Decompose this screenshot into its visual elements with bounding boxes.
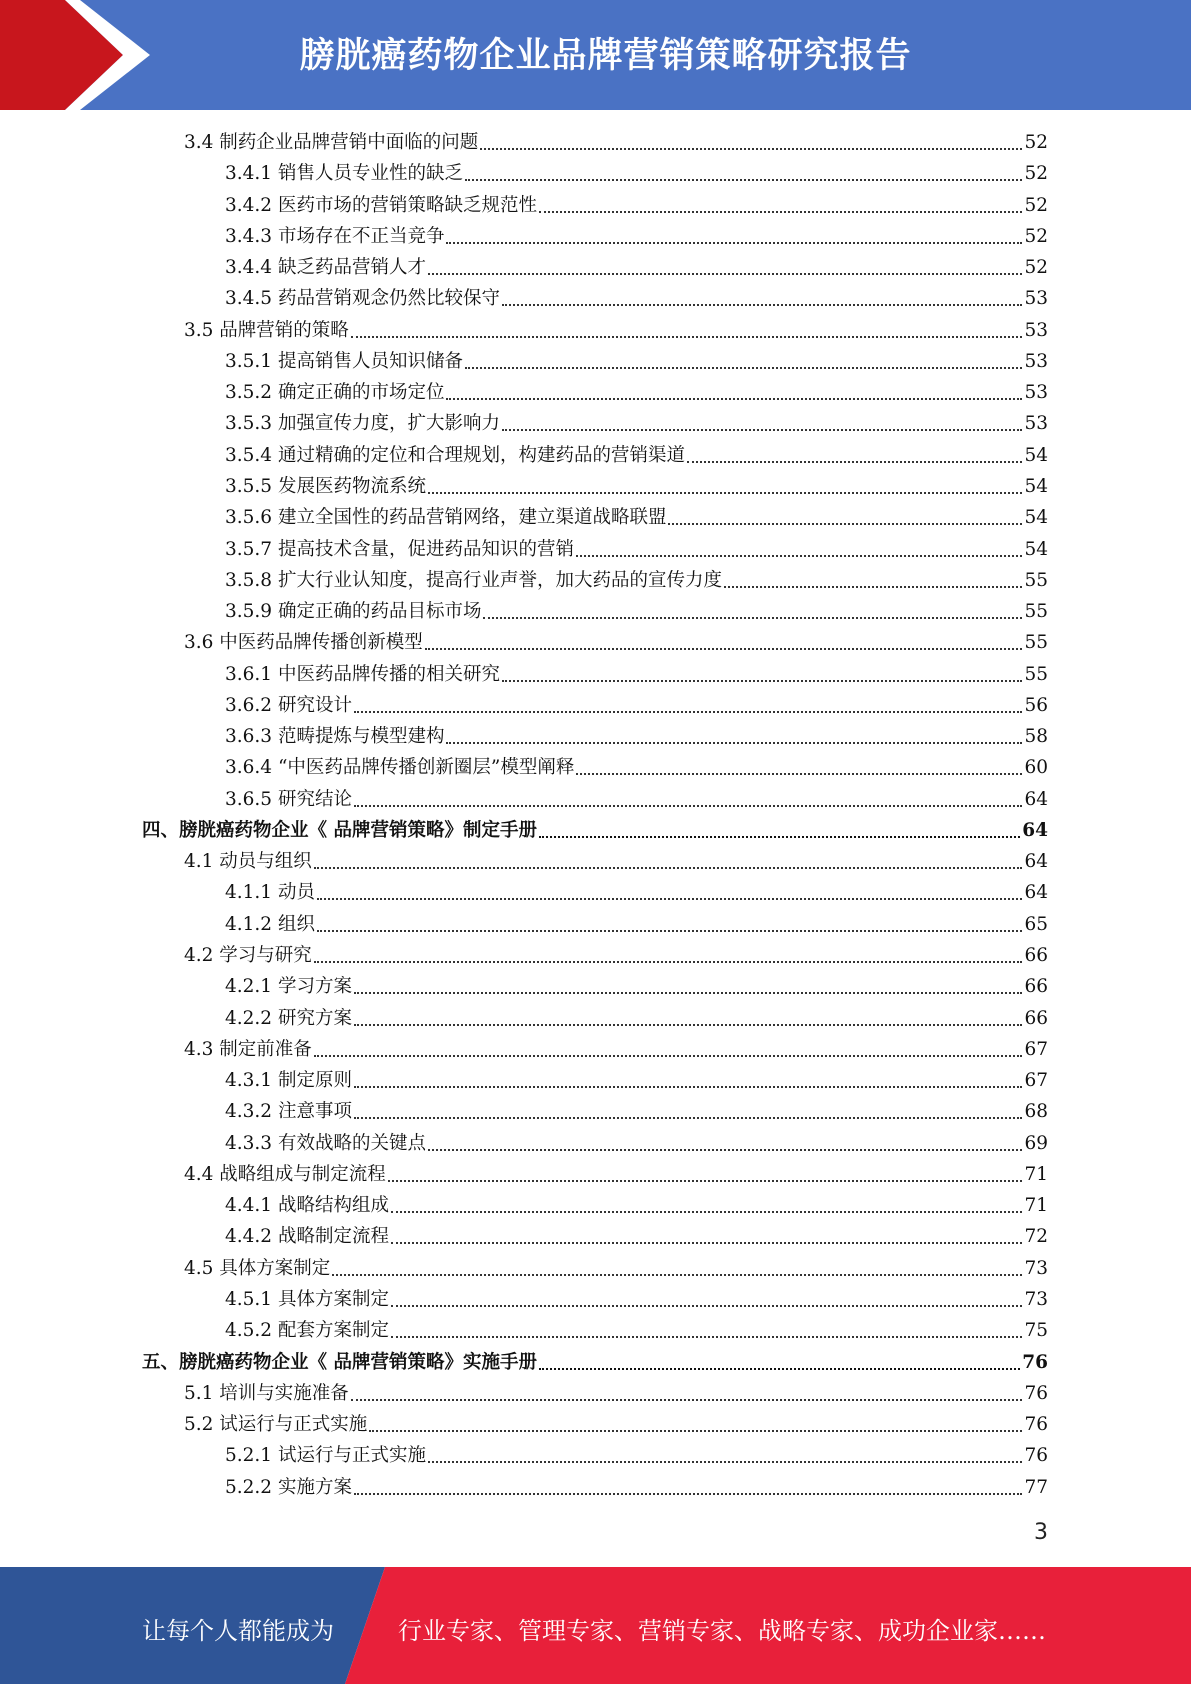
footer-slogan-left: 让每个人都能成为: [142, 1617, 334, 1645]
toc-entry-title: 4.4.2 战略制定流程: [225, 1226, 389, 1248]
toc-dot-leader: [369, 1409, 1022, 1440]
toc-entry-title: 4.4.1 战略结构组成: [225, 1195, 389, 1217]
toc-entry-page: 64: [1024, 851, 1048, 873]
toc-entry-page: 53: [1024, 350, 1048, 372]
toc-entry-title: 3.5.5 发展医药物流系统: [225, 475, 426, 497]
toc-entry-title: 3.6 中医药品牌传播创新模型: [184, 632, 423, 654]
toc-entry[interactable]: [184, 1253, 1048, 1284]
toc-dot-leader: [446, 377, 1022, 408]
toc-entry-page: 65: [1024, 913, 1048, 935]
toc-entry-page: 69: [1024, 1132, 1048, 1154]
toc-entry-page: 68: [1024, 1101, 1048, 1123]
toc-entry-title: 3.5.7 提高技术含量，促进药品知识的营销: [225, 538, 574, 560]
toc-entry[interactable]: [142, 1347, 1048, 1378]
toc-entry-title: 3.6.3 范畴提炼与模型建构: [225, 726, 445, 748]
toc-entry-page: 52: [1024, 163, 1048, 185]
toc-entry-title: 4.3.3 有效战略的关键点: [225, 1132, 426, 1154]
toc-dot-leader: [576, 752, 1022, 783]
toc-entry[interactable]: [225, 596, 1048, 627]
toc-entry-title: 3.5.4 通过精确的定位和合理规划，构建药品的营销渠道: [225, 444, 685, 466]
toc-entry-title: 3.4.3 市场存在不正当竞争: [225, 225, 445, 247]
toc-dot-leader: [428, 1128, 1022, 1159]
toc-entry[interactable]: [225, 440, 1048, 471]
toc-entry-page: 55: [1024, 569, 1048, 591]
toc-entry-page: 60: [1024, 757, 1048, 779]
toc-entry-title: 3.5 品牌营销的策略: [184, 319, 349, 341]
toc-entry-page: 52: [1024, 132, 1048, 153]
toc-dot-leader: [502, 283, 1022, 314]
toc-entry[interactable]: [184, 1378, 1048, 1409]
toc-entry-title: 4.5.2 配套方案制定: [225, 1320, 389, 1342]
toc-entry-title: 5.2.2 实施方案: [225, 1476, 352, 1498]
toc-entry[interactable]: [184, 940, 1048, 971]
toc-dot-leader: [391, 1284, 1022, 1315]
toc-entry-title: 3.4.4 缺乏药品营销人才: [225, 257, 426, 279]
toc-dot-leader: [354, 1003, 1023, 1034]
toc-entry[interactable]: [184, 627, 1048, 658]
toc-dot-leader: [428, 471, 1022, 502]
toc-entry-page: 76: [1024, 1445, 1048, 1467]
toc-dot-leader: [428, 1440, 1022, 1471]
toc-entry-page: 54: [1024, 507, 1048, 529]
toc-entry-page: 64: [1024, 788, 1048, 810]
toc-entry[interactable]: [225, 1128, 1048, 1159]
toc-entry-page: 53: [1024, 382, 1048, 404]
toc-entry-title: 4.2.2 研究方案: [225, 1007, 352, 1029]
toc-dot-leader: [425, 627, 1023, 658]
toc-dot-leader: [351, 1378, 1023, 1409]
toc-entry-page: 67: [1024, 1070, 1048, 1092]
toc-dot-leader: [354, 1472, 1023, 1503]
header-banner: [0, 0, 1191, 110]
toc-dot-leader: [351, 315, 1023, 346]
toc-entry-title: 四、膀胱癌药物企业《 品牌营销策略》制定手册: [142, 819, 537, 841]
toc-entry[interactable]: [225, 1472, 1048, 1503]
toc-entry[interactable]: [225, 471, 1048, 502]
toc-entry-page: 66: [1024, 976, 1048, 998]
toc-dot-leader: [465, 158, 1022, 189]
toc-entry-page: 56: [1024, 694, 1048, 716]
toc-entry-title: 3.5.6 建立全国性的药品营销网络，建立渠道战略联盟: [225, 507, 667, 529]
toc-entry[interactable]: [225, 877, 1048, 908]
toc-dot-leader: [576, 534, 1022, 565]
toc-entry-page: 71: [1024, 1163, 1048, 1185]
toc-entry-page: 64: [1022, 819, 1048, 841]
toc-entry[interactable]: [225, 1065, 1048, 1096]
toc-entry[interactable]: [225, 1440, 1048, 1471]
toc-entry-title: 3.5.3 加强宣传力度，扩大影响力: [225, 413, 500, 435]
toc-dot-leader: [391, 1190, 1022, 1221]
toc-entry-title: 4.1 动员与组织: [184, 851, 312, 873]
footer-banner: [0, 1567, 1191, 1684]
toc-entry[interactable]: [225, 283, 1048, 314]
report-title: 膀胱癌药物企业品牌营销策略研究报告: [299, 36, 912, 76]
toc-dot-leader: [317, 909, 1023, 940]
toc-entry-title: 3.5.8 扩大行业认知度，提高行业声誉，加大药品的宣传力度: [225, 569, 722, 591]
toc-entry[interactable]: [225, 252, 1048, 283]
toc-entry-title: 3.4.1 销售人员专业性的缺乏: [225, 163, 463, 185]
toc-entry-page: 66: [1024, 1007, 1048, 1029]
toc-entry[interactable]: [225, 1190, 1048, 1221]
toc-entry[interactable]: [184, 846, 1048, 877]
toc-dot-leader: [446, 221, 1022, 252]
toc-dot-leader: [483, 596, 1022, 627]
toc-entry-page: 73: [1024, 1257, 1048, 1279]
toc-entry-page: 76: [1022, 1351, 1048, 1373]
toc-dot-leader: [428, 252, 1022, 283]
toc-dot-leader: [354, 971, 1023, 1002]
toc-entry[interactable]: [225, 752, 1048, 783]
toc-entry-title: 5.1 培训与实施准备: [184, 1382, 349, 1404]
toc-entry-page: 54: [1024, 538, 1048, 560]
toc-dot-leader: [539, 815, 1020, 846]
toc-entry-title: 4.2.1 学习方案: [225, 976, 352, 998]
toc-dot-leader: [668, 502, 1022, 533]
toc-entry[interactable]: [225, 408, 1048, 439]
toc-entry-title: 3.5.2 确定正确的市场定位: [225, 382, 445, 404]
toc-dot-leader: [354, 1096, 1023, 1127]
toc-entry[interactable]: [225, 565, 1048, 596]
toc-entry-page: 54: [1024, 475, 1048, 497]
toc-entry-page: 52: [1024, 194, 1048, 216]
toc-dot-leader: [539, 1347, 1020, 1378]
toc-entry-page: 55: [1024, 663, 1048, 685]
toc-dot-leader: [446, 721, 1022, 752]
toc-entry[interactable]: [225, 659, 1048, 690]
toc-dot-leader: [687, 440, 1022, 471]
toc-entry-page: 53: [1024, 319, 1048, 341]
toc-entry-page: 66: [1024, 945, 1048, 967]
toc-dot-leader: [391, 1315, 1022, 1346]
toc-entry-page: 72: [1024, 1226, 1048, 1248]
toc-entry[interactable]: [225, 346, 1048, 377]
toc-entry-title: 4.1.1 动员: [225, 882, 315, 904]
toc-entry[interactable]: [225, 190, 1048, 221]
toc-entry-title: 4.2 学习与研究: [184, 945, 312, 967]
toc-entry-page: 76: [1024, 1414, 1048, 1436]
toc-dot-leader: [724, 565, 1022, 596]
toc-entry[interactable]: [225, 534, 1048, 565]
page-number: 3: [1034, 1520, 1048, 1545]
toc-entry-title: 五、膀胱癌药物企业《 品牌营销策略》实施手册: [142, 1351, 537, 1373]
toc-entry-title: 4.5 具体方案制定: [184, 1257, 331, 1279]
toc-entry-title: 3.6.1 中医药品牌传播的相关研究: [225, 663, 500, 685]
toc-entry-title: 4.1.2 组织: [225, 913, 315, 935]
toc-dot-leader: [317, 877, 1023, 908]
toc-entry[interactable]: [225, 721, 1048, 752]
toc-entry-title: 3.6.2 研究设计: [225, 694, 352, 716]
toc-entry[interactable]: [225, 784, 1048, 815]
toc-entry-title: 4.3.1 制定原则: [225, 1070, 352, 1092]
footer-slogan-right: 行业专家、管理专家、营销专家、战略专家、成功企业家……: [398, 1617, 1046, 1645]
toc-entry[interactable]: [184, 1034, 1048, 1065]
toc-entry-title: 3.6.5 研究结论: [225, 788, 352, 810]
toc-entry-title: 5.2.1 试运行与正式实施: [225, 1445, 426, 1467]
toc-entry[interactable]: [225, 690, 1048, 721]
toc-entry-title: 4.3 制定前准备: [184, 1038, 312, 1060]
toc-dot-leader: [354, 1065, 1023, 1096]
toc-entry[interactable]: [184, 127, 1048, 158]
toc-dot-leader: [502, 659, 1022, 690]
toc-entry-title: 4.4 战略组成与制定流程: [184, 1163, 386, 1185]
toc-entry-page: 58: [1024, 726, 1048, 748]
toc-dot-leader: [480, 127, 1022, 158]
toc-entry-page: 53: [1024, 288, 1048, 310]
toc-entry[interactable]: [225, 221, 1048, 252]
toc-dot-leader: [539, 190, 1022, 221]
toc-entry-page: 67: [1024, 1038, 1048, 1060]
toc-entry-title: 3.4 制药企业品牌营销中面临的问题: [184, 132, 479, 153]
toc-entry-page: 55: [1024, 632, 1048, 654]
toc-entry[interactable]: [225, 1096, 1048, 1127]
toc-dot-leader: [314, 940, 1023, 971]
toc-dot-leader: [354, 784, 1023, 815]
toc-entry-page: 55: [1024, 601, 1048, 623]
toc-entry-title: 3.6.4 “中医药品牌传播创新圈层”模型阐释: [225, 757, 575, 779]
toc-entry-page: 52: [1024, 225, 1048, 247]
toc-entry-page: 73: [1024, 1288, 1048, 1310]
toc-entry-title: 3.4.2 医药市场的营销策略缺乏规范性: [225, 194, 537, 216]
toc-entry-page: 54: [1024, 444, 1048, 466]
toc-entry[interactable]: [225, 1221, 1048, 1252]
toc-entry[interactable]: [225, 158, 1048, 189]
toc-dot-leader: [465, 346, 1022, 377]
toc-dot-leader: [314, 1034, 1023, 1065]
toc-entry-title: 3.5.1 提高销售人员知识储备: [225, 350, 463, 372]
toc-dot-leader: [502, 408, 1022, 439]
toc-entry[interactable]: [142, 815, 1048, 846]
toc-entry-page: 76: [1024, 1382, 1048, 1404]
toc-entry-page: 64: [1024, 882, 1048, 904]
toc-entry-title: 4.3.2 注意事项: [225, 1101, 352, 1123]
toc-entry-title: 5.2 试运行与正式实施: [184, 1414, 368, 1436]
toc-entry-page: 53: [1024, 413, 1048, 435]
toc-entry[interactable]: [184, 1409, 1048, 1440]
toc-entry-page: 77: [1024, 1476, 1048, 1498]
toc-entry-title: 4.5.1 具体方案制定: [225, 1288, 389, 1310]
toc-entry-page: 71: [1024, 1195, 1048, 1217]
toc-entry[interactable]: [225, 909, 1048, 940]
toc-entry[interactable]: [184, 315, 1048, 346]
toc-entry[interactable]: [225, 377, 1048, 408]
toc-dot-leader: [332, 1253, 1022, 1284]
toc-entry-page: 52: [1024, 257, 1048, 279]
toc-dot-leader: [354, 690, 1023, 721]
toc-entry[interactable]: [184, 1159, 1048, 1190]
toc-dot-leader: [391, 1221, 1022, 1252]
toc-entry-title: 3.5.9 确定正确的药品目标市场: [225, 601, 482, 623]
toc-dot-leader: [388, 1159, 1023, 1190]
toc-entry[interactable]: [225, 1284, 1048, 1315]
toc-entry[interactable]: [225, 1003, 1048, 1034]
toc-entry[interactable]: [225, 502, 1048, 533]
toc-dot-leader: [314, 846, 1023, 877]
toc-entry[interactable]: [225, 1315, 1048, 1346]
toc-entry[interactable]: [225, 971, 1048, 1002]
toc-entry-page: 75: [1024, 1320, 1048, 1342]
toc-entry-title: 3.4.5 药品营销观念仍然比较保守: [225, 288, 500, 310]
